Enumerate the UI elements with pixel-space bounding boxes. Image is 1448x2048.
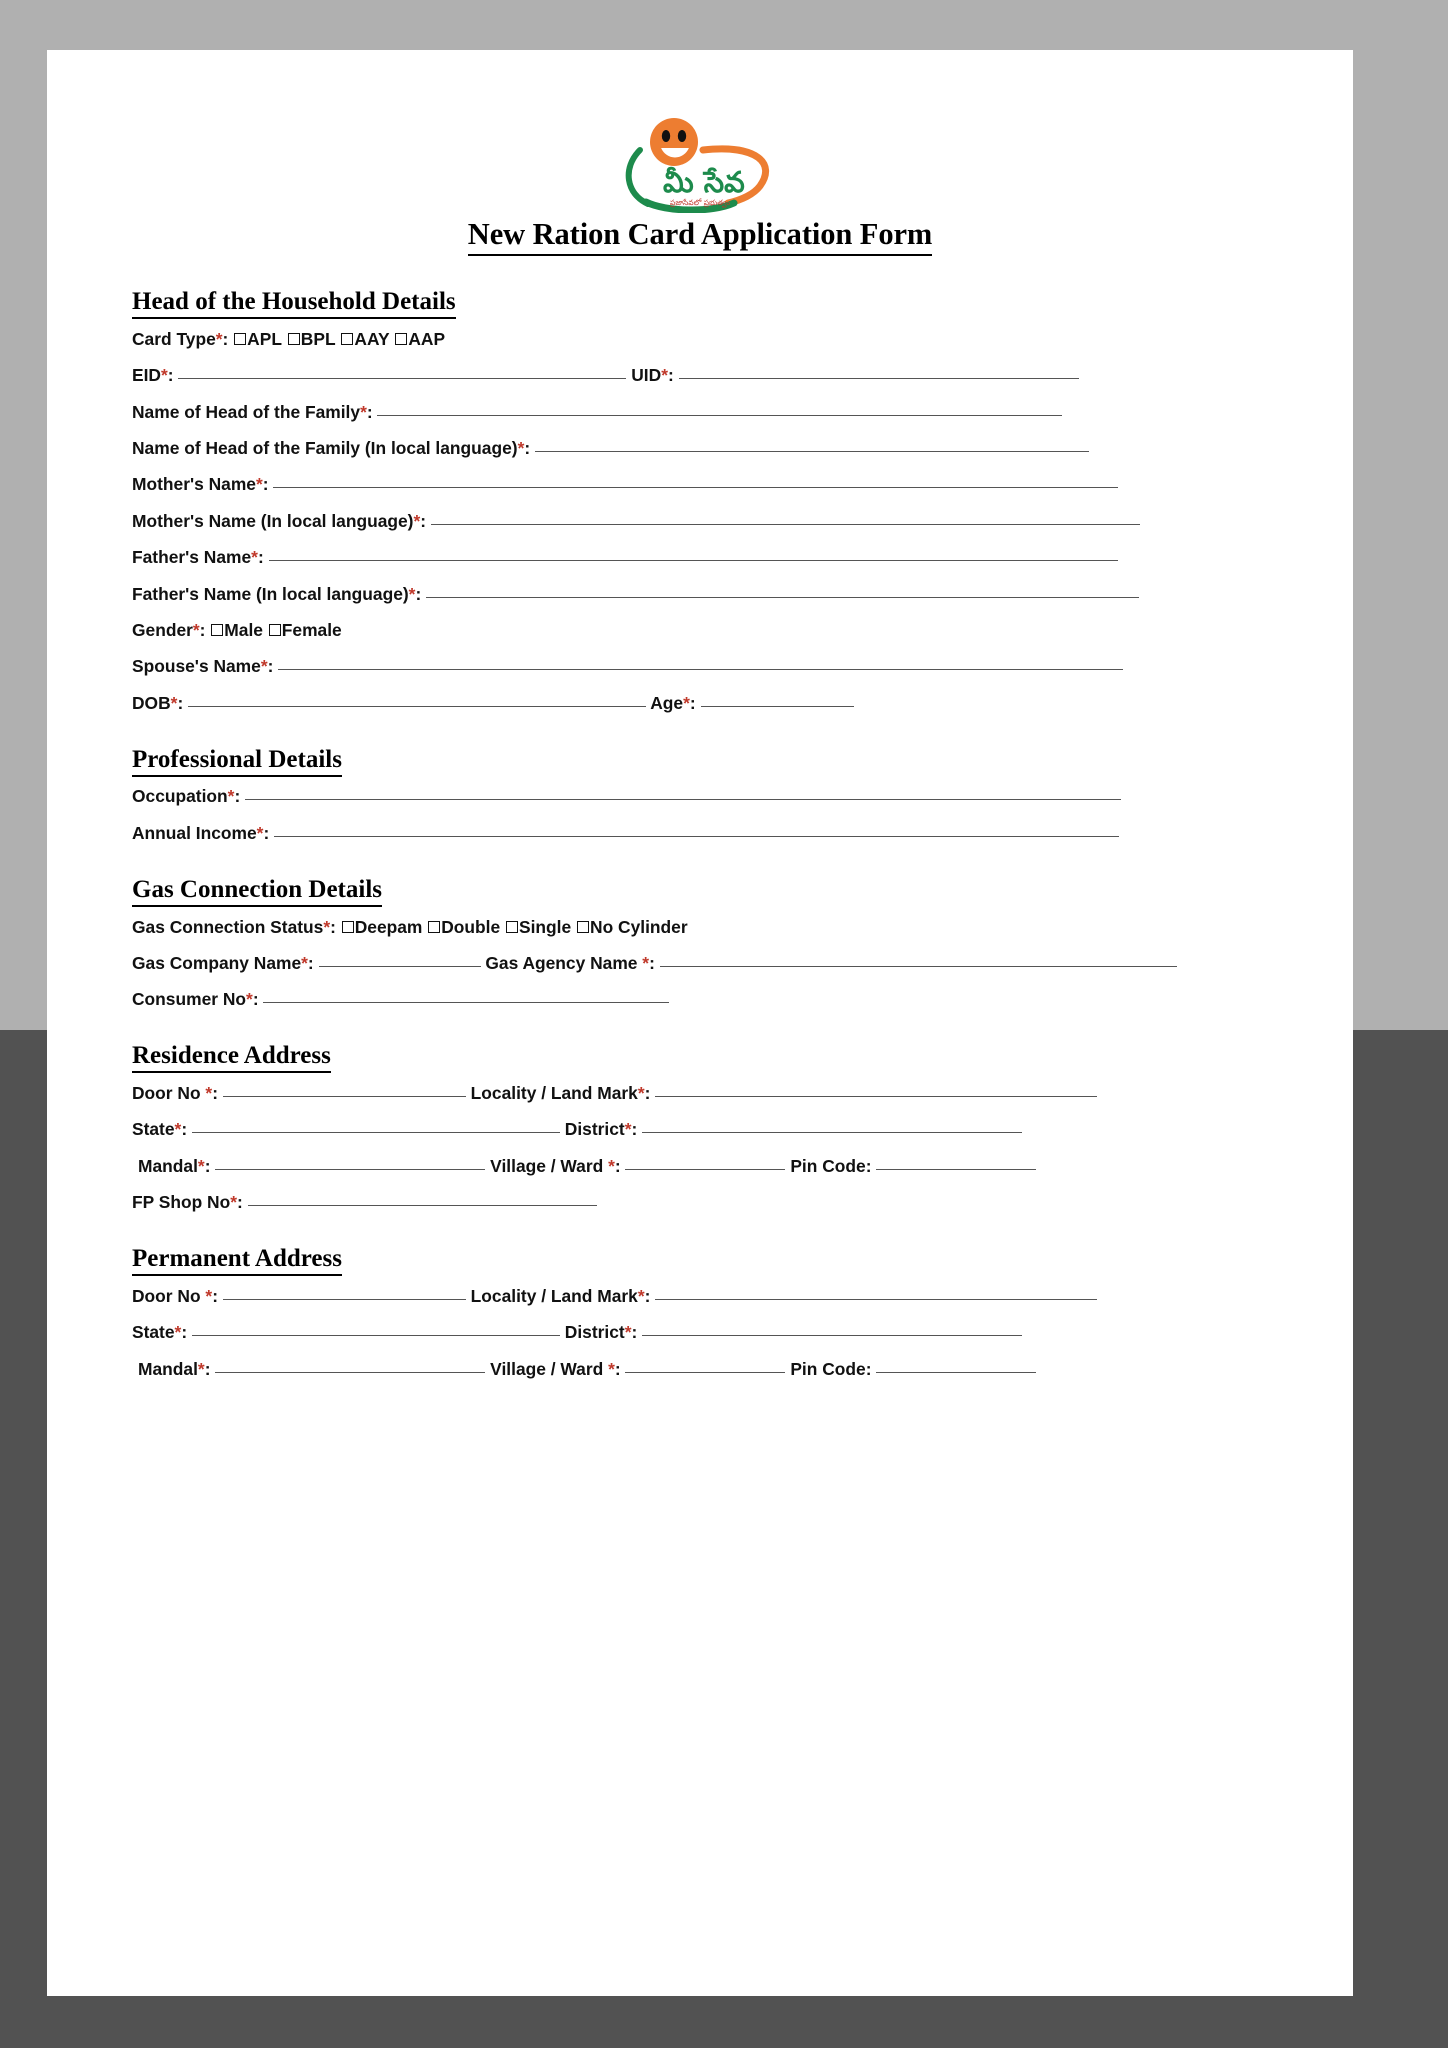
perm-mandal-village-pin-1-label: Mandal [138, 1358, 198, 1379]
gas-connection-status-label: Gas Connection Status [132, 916, 324, 937]
res-mandal-village-pin-2-label: Village / Ward [490, 1155, 609, 1176]
form-row-res-state-district [132, 1112, 1268, 1148]
section-heading-residence-address [132, 1040, 1268, 1071]
gas-company-agency-1-label: Gas Company Name [132, 952, 302, 973]
res-door-locality-1-input-line[interactable] [223, 1096, 466, 1097]
name-head-label: Name of Head of the Family [132, 401, 361, 422]
label-separator: : [614, 1155, 626, 1176]
gender-label: Gender [132, 620, 193, 640]
checkbox-gas-connection-status-double[interactable] [428, 921, 440, 933]
section-heading-professional-details [132, 744, 1268, 775]
document-page [47, 50, 1353, 1996]
eid-uid-1-label: EID [132, 365, 161, 386]
label-separator: : [267, 656, 279, 677]
checkbox-gas-connection-status-no-cylinder[interactable] [577, 921, 589, 933]
label-separator: : [614, 1358, 626, 1379]
form-row-res-mandal-village-pin [132, 1148, 1268, 1184]
page-title [132, 217, 1268, 252]
label-separator: : [212, 1285, 223, 1306]
label-separator: : [667, 365, 679, 386]
form-row-perm-state-district [132, 1315, 1268, 1351]
label-separator: : [167, 365, 179, 386]
form-row-fp-shop-no [132, 1185, 1268, 1221]
label-separator: : [420, 510, 431, 531]
label-separator: : [177, 692, 189, 713]
required-asterisk: * [230, 1192, 238, 1213]
required-asterisk: * [215, 328, 223, 349]
res-mandal-village-pin-2-input-line[interactable] [625, 1169, 785, 1170]
perm-state-district-1-input-line[interactable] [192, 1335, 560, 1336]
required-asterisk: * [205, 1285, 213, 1306]
res-state-district-2-label: District [564, 1119, 625, 1140]
form-row-father-name [132, 540, 1268, 576]
checkbox-gender-female[interactable] [269, 624, 281, 636]
checkbox-card-type-aap[interactable] [395, 333, 407, 345]
perm-state-district-2-input-line[interactable] [642, 1335, 1022, 1336]
res-door-locality-1-label: Door No [132, 1083, 206, 1103]
form-row-eid-uid [132, 358, 1268, 394]
required-asterisk: * [517, 437, 525, 458]
form-row-father-name-local [132, 576, 1268, 612]
required-asterisk: * [637, 1083, 645, 1103]
consumer-no-input-line[interactable] [263, 1002, 669, 1003]
perm-door-locality-1-input-line[interactable] [223, 1299, 466, 1300]
perm-mandal-village-pin-2-input-line[interactable] [625, 1372, 785, 1373]
checkbox-label-deepam: Deepam [354, 916, 428, 937]
dob-age-1-label: DOB [132, 692, 171, 713]
checkbox-gender-male[interactable] [211, 624, 223, 636]
checkbox-label-single: Single [519, 916, 577, 937]
required-asterisk: * [413, 510, 421, 531]
eid-uid-2-input-line[interactable] [679, 378, 1079, 379]
required-asterisk: * [683, 692, 690, 713]
father-name-label: Father's Name [132, 547, 252, 568]
label-separator: : [330, 916, 341, 937]
form-row-spouse-name [132, 649, 1268, 685]
annual-income-input-line[interactable] [274, 836, 1119, 837]
label-separator: : [237, 1192, 248, 1213]
form-row-name-head [132, 394, 1268, 430]
form-row-dob-age [132, 685, 1268, 721]
form-row-perm-door-locality [132, 1278, 1268, 1314]
section-heading-text: Permanent Address [132, 1245, 342, 1276]
father-name-local-input-line[interactable] [426, 597, 1139, 598]
section-heading-text: Gas Connection Details [132, 876, 382, 907]
required-asterisk: * [197, 1358, 205, 1379]
label-separator: : [252, 989, 264, 1010]
checkbox-label-bpl: BPL [300, 328, 341, 349]
section-heading-head-of-household [132, 286, 1268, 317]
res-door-locality-2-label: Locality / Land Mark [470, 1083, 638, 1103]
section-heading-gas-connection-details [132, 874, 1268, 905]
required-asterisk: * [637, 1285, 645, 1306]
checkbox-card-type-aay[interactable] [341, 333, 353, 345]
label-separator: : [524, 437, 535, 458]
label-separator: : [204, 1358, 216, 1379]
required-asterisk: * [246, 989, 253, 1010]
label-separator: : [204, 1155, 216, 1176]
section-heading-permanent-address [132, 1243, 1268, 1274]
label-separator: : [263, 822, 275, 843]
checkbox-label-apl: APL [247, 328, 287, 349]
required-asterisk: * [260, 656, 268, 677]
required-asterisk: * [408, 583, 416, 604]
perm-mandal-village-pin-3-input-line[interactable] [876, 1372, 1036, 1373]
section-heading-text: Residence Address [132, 1042, 331, 1073]
dob-age-1-input-line[interactable] [188, 706, 646, 707]
mother-name-local-label: Mother's Name (In local language) [132, 510, 414, 531]
perm-state-district-1-label: State [132, 1322, 175, 1343]
checkbox-gas-connection-status-single[interactable] [506, 921, 518, 933]
required-asterisk: * [197, 1155, 205, 1176]
checkbox-label-no-cylinder: No Cylinder [590, 916, 688, 937]
gas-company-agency-2-input-line[interactable] [660, 966, 1177, 967]
section-heading-text: Professional Details [132, 746, 342, 777]
required-asterisk: * [251, 547, 258, 568]
father-name-local-label: Father's Name (In local language) [132, 583, 409, 604]
label-separator: : [212, 1083, 223, 1103]
mother-name-label: Mother's Name [132, 474, 256, 495]
required-asterisk: * [255, 474, 263, 495]
label-separator: : [257, 547, 269, 568]
occupation-input-line[interactable] [245, 799, 1121, 800]
form-row-card-type [132, 321, 1268, 357]
label-separator: : [631, 1119, 643, 1140]
father-name-input-line[interactable] [269, 560, 1118, 561]
occupation-label: Occupation [132, 786, 228, 807]
required-asterisk: * [174, 1322, 182, 1343]
required-asterisk: * [608, 1358, 615, 1379]
spouse-name-input-line[interactable] [278, 669, 1123, 670]
logo-container [132, 108, 1268, 213]
form-row-name-head-local [132, 430, 1268, 466]
label-separator: : [181, 1119, 192, 1140]
label-separator: : [234, 786, 246, 807]
perm-door-locality-2-input-line[interactable] [655, 1299, 1097, 1300]
checkbox-label-female: Female [281, 620, 342, 640]
checkbox-gas-connection-status-deepam[interactable] [342, 921, 354, 933]
res-state-district-2-input-line[interactable] [642, 1132, 1022, 1133]
res-state-district-1-input-line[interactable] [192, 1132, 560, 1133]
gas-company-agency-1-input-line[interactable] [319, 966, 481, 967]
form-body [132, 286, 1268, 1388]
required-asterisk: * [642, 952, 650, 973]
label-separator: : [366, 401, 378, 422]
form-row-perm-mandal-village-pin [132, 1351, 1268, 1387]
logo-tagline: ప్రజాసేవలో ప్రభుత్వం [669, 198, 730, 207]
form-row-gas-connection-status [132, 909, 1268, 945]
form-row-mother-name-local [132, 503, 1268, 539]
logo-primary-text: మీ సేవ [662, 165, 745, 199]
label-separator: : [262, 474, 274, 495]
res-mandal-village-pin-1-label: Mandal [138, 1155, 198, 1176]
label-separator: : [307, 952, 319, 973]
required-asterisk: * [161, 365, 168, 386]
required-asterisk: * [608, 1155, 615, 1176]
form-row-res-door-locality [132, 1076, 1268, 1112]
spouse-name-label: Spouse's Name [132, 656, 261, 677]
res-door-locality-2-input-line[interactable] [655, 1096, 1097, 1097]
checkbox-label-aap: AAP [408, 328, 446, 349]
required-asterisk: * [256, 822, 264, 843]
perm-mandal-village-pin-1-input-line[interactable] [215, 1372, 485, 1373]
form-row-gender [132, 613, 1268, 649]
page-title-text: New Ration Card Application Form [468, 217, 932, 256]
form-row-gas-company-agency [132, 945, 1268, 981]
checkbox-card-type-apl[interactable] [234, 333, 246, 345]
required-asterisk: * [624, 1322, 632, 1343]
res-mandal-village-pin-3-input-line[interactable] [876, 1169, 1036, 1170]
res-state-district-1-label: State [132, 1119, 175, 1140]
name-head-local-input-line[interactable] [535, 451, 1089, 452]
required-asterisk: * [174, 1119, 182, 1140]
form-row-occupation [132, 779, 1268, 815]
section-heading-text: Head of the Household Details [132, 288, 456, 319]
label-separator: : [631, 1322, 643, 1343]
label-separator: : [181, 1322, 192, 1343]
label-separator: : [649, 952, 660, 973]
required-asterisk: * [170, 692, 178, 713]
perm-door-locality-1-label: Door No [132, 1285, 206, 1306]
checkbox-card-type-bpl[interactable] [288, 333, 300, 345]
checkbox-label-male: Male [224, 620, 268, 640]
dob-age-2-input-line[interactable] [701, 706, 854, 707]
label-separator: : [644, 1083, 656, 1103]
required-asterisk: * [192, 620, 200, 640]
label-separator: : [644, 1285, 656, 1306]
fp-shop-no-label: FP Shop No [132, 1192, 231, 1213]
res-mandal-village-pin-1-input-line[interactable] [215, 1169, 485, 1170]
mee-seva-logo [608, 108, 793, 213]
mother-name-input-line[interactable] [273, 487, 1118, 488]
required-asterisk: * [624, 1119, 632, 1140]
perm-mandal-village-pin-3-label: Pin Code [790, 1358, 866, 1379]
required-asterisk: * [661, 365, 668, 386]
checkbox-label-aay: AAY [354, 328, 395, 349]
required-asterisk: * [205, 1083, 213, 1103]
res-mandal-village-pin-3-label: Pin Code [790, 1155, 866, 1176]
fp-shop-no-input-line[interactable] [248, 1205, 597, 1206]
eid-uid-1-input-line[interactable] [178, 378, 626, 379]
name-head-input-line[interactable] [377, 415, 1062, 416]
perm-mandal-village-pin-2-label: Village / Ward [490, 1358, 609, 1379]
required-asterisk: * [227, 786, 235, 807]
perm-state-district-2-label: District [564, 1322, 625, 1343]
form-row-mother-name [132, 467, 1268, 503]
gas-company-agency-2-label: Gas Agency Name [485, 952, 643, 973]
checkbox-label-double: Double [441, 916, 505, 937]
name-head-local-label: Name of Head of the Family (In local language) [132, 437, 518, 458]
eid-uid-2-label: UID [631, 365, 662, 386]
required-asterisk: * [360, 401, 367, 422]
required-asterisk: * [301, 952, 308, 973]
label-separator: : [689, 692, 701, 713]
form-row-consumer-no [132, 982, 1268, 1018]
card-type-label: Card Type [132, 328, 216, 349]
required-asterisk: * [323, 916, 331, 937]
label-separator: : [199, 620, 211, 640]
label-separator: : [222, 328, 234, 349]
dob-age-2-label: Age [650, 692, 684, 713]
annual-income-label: Annual Income [132, 822, 257, 843]
label-separator: : [865, 1358, 877, 1379]
consumer-no-label: Consumer No [132, 989, 247, 1010]
label-separator: : [865, 1155, 877, 1176]
mother-name-local-input-line[interactable] [431, 524, 1140, 525]
perm-door-locality-2-label: Locality / Land Mark [470, 1285, 638, 1306]
label-separator: : [415, 583, 427, 604]
form-row-annual-income [132, 815, 1268, 851]
